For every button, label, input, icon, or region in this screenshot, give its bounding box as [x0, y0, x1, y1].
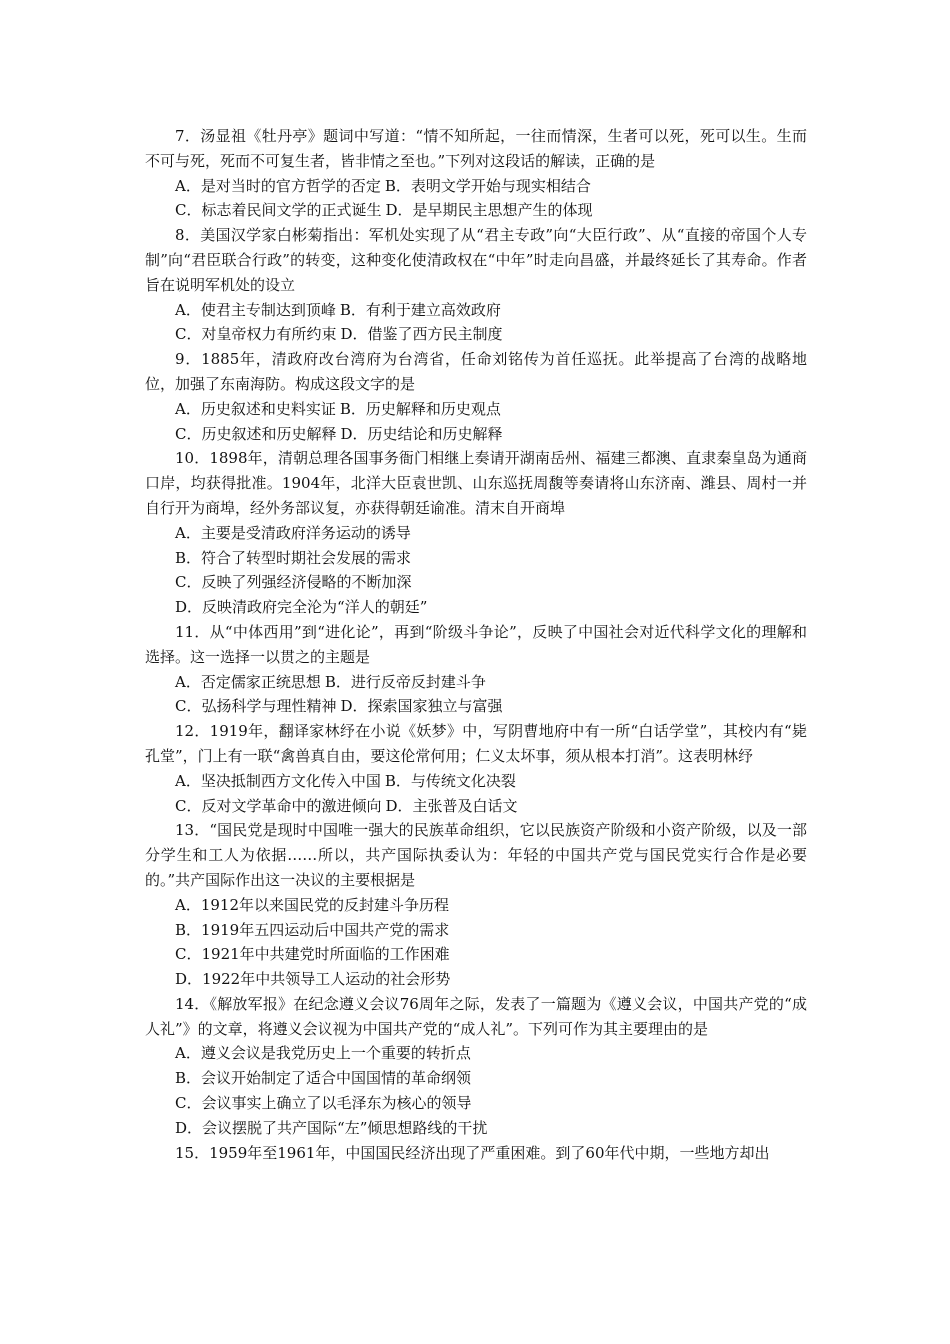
- option-row: [145, 198, 807, 223]
- exam-page: [145, 124, 807, 1165]
- question-stem: 12．1919年，翻译家林纾在小说《妖梦》中，写阴曹地府中有一所“白话学堂”，其校内有“毙孔堂”，门上有一联“禽兽真自由，要这伦常何用；仁义太坏事，须从根本打消”。这表明林纾: [145, 722, 807, 765]
- question-block: [145, 818, 807, 992]
- option-row: [145, 397, 807, 422]
- answer-option: A．坚决抵制西方文化传入中国: [175, 771, 381, 790]
- option-row: [145, 1041, 807, 1066]
- answer-option: D．主张普及白话文: [385, 796, 518, 815]
- answer-option: B．进行反帝反封建斗争: [324, 672, 486, 691]
- question-stem: 13．“国民党是现时中国唯一强大的民族革命组织，它以民族资产阶级和小资产阶级，以及一部分学生和工人为依据……所以，共产国际执委认为：年轻的中国共产党与国民党实行合作是必要的。”共产国际作出这一决议的主要根据是: [145, 821, 807, 889]
- question-stem: 11．从“中体西用”到“进化论”，再到“阶级斗争论”，反映了中国社会对近代科学文化的理解和选择。这一选择一以贯之的主题是: [145, 622, 807, 666]
- answer-option: C．会议事实上确立了以毛泽东为核心的领导: [175, 1094, 472, 1113]
- answer-option: D．1922年中共领导工人运动的社会形势: [175, 970, 451, 989]
- answer-option: B．符合了转型时期社会发展的需求: [175, 548, 412, 567]
- option-row: [145, 670, 807, 695]
- option-row: [145, 893, 807, 918]
- option-row: [145, 546, 807, 571]
- question-block: [145, 124, 807, 223]
- option-row: [145, 1066, 807, 1091]
- answer-option: D．历史结论和历史解释: [340, 424, 503, 443]
- answer-option: A．历史叙述和史料实证: [175, 399, 336, 418]
- answer-option: C．对皇帝权力有所约束: [175, 325, 337, 344]
- answer-option: C．标志着民间文学的正式诞生: [175, 201, 382, 220]
- answer-option: D．借鉴了西方民主制度: [340, 325, 503, 344]
- option-row: [145, 1116, 807, 1141]
- question-stem: 10．1898年，清朝总理各国事务衙门相继上奏请开湖南岳州、福建三都澳、直隶秦皇岛为通商口岸，均获得批准。1904年，北洋大臣袁世凯、山东巡抚周馥等奏请将山东济南、潍县、周村一并自行开为商埠，经外务部议复，亦获得朝廷谕准。清末自开商埠: [145, 449, 807, 517]
- answer-option: B．表明文学开始与现实相结合: [384, 176, 591, 195]
- option-row: [145, 918, 807, 943]
- answer-option: C．弘扬科学与理性精神: [175, 697, 337, 716]
- answer-option: C．历史叙述和历史解释: [175, 424, 337, 443]
- question-stem: 8．美国汉学家白彬菊指出：军机处实现了从“君主专政”向“大臣行政”、从“直接的帝国个人专制”向“君臣联合行政”的转变，这种变化使清政权在“中年”时走向昌盛，并最终延长了其寿命。作者旨在说明军机处的设立: [145, 226, 807, 294]
- question-block: [145, 446, 807, 620]
- question-block: [145, 1141, 807, 1166]
- option-row: [145, 521, 807, 546]
- question-stem: 14．《解放军报》在纪念遵义会议76周年之际，发表了一篇题为《遵义会议，中国共产党的“成人礼”》的文章，将遵义会议视为中国共产党的“成人礼”。下列可作为其主要理由的是: [145, 994, 807, 1038]
- question-block: [145, 347, 807, 446]
- answer-option: B．有利于建立高效政府: [339, 300, 501, 319]
- option-row: [145, 769, 807, 794]
- option-row: [145, 794, 807, 819]
- answer-option: B．与传统文化决裂: [384, 771, 516, 790]
- question-stem: 15．1959年至1961年，中国国民经济出现了严重困难。到了60年代中期，一些地方却出: [175, 1143, 770, 1162]
- answer-option: C．反映了列强经济侵略的不断加深: [175, 573, 412, 592]
- question-stem: 7．汤显祖《牡丹亭》题词中写道：“情不知所起，一往而情深，生者可以死，死可以生。生而不可与死，死而不可复生者，皆非情之至也。”下列对这段话的解读，正确的是: [145, 127, 807, 170]
- question-block: [145, 992, 807, 1141]
- option-row: [145, 694, 807, 719]
- option-row: [145, 570, 807, 595]
- question-block: [145, 719, 807, 818]
- option-row: [145, 595, 807, 620]
- answer-option: B．历史解释和历史观点: [339, 399, 501, 418]
- option-row: [145, 967, 807, 992]
- question-block: [145, 223, 807, 347]
- answer-option: B．1919年五四运动后中国共产党的需求: [175, 920, 450, 939]
- option-row: [145, 1091, 807, 1116]
- answer-option: B．会议开始制定了适合中国国情的革命纲领: [175, 1069, 472, 1088]
- answer-option: A．使君主专制达到顶峰: [175, 300, 336, 319]
- option-row: [145, 174, 807, 199]
- option-row: [145, 298, 807, 323]
- option-row: [145, 422, 807, 447]
- answer-option: A．主要是受清政府洋务运动的诱导: [175, 523, 411, 542]
- question-block: [145, 620, 807, 719]
- answer-option: A．遵义会议是我党历史上一个重要的转折点: [175, 1044, 471, 1063]
- answer-option: A．1912年以来国民党的反封建斗争历程: [175, 895, 450, 914]
- answer-option: A．否定儒家正统思想: [175, 672, 321, 691]
- answer-option: A．是对当时的官方哲学的否定: [175, 176, 381, 195]
- answer-option: D．会议摆脱了共产国际“左”倾思想路线的干扰: [175, 1118, 488, 1137]
- option-row: [145, 942, 807, 967]
- answer-option: D．反映清政府完全沦为“洋人的朝廷”: [175, 598, 428, 617]
- answer-option: C．反对文学革命中的激进倾向: [175, 796, 382, 815]
- option-row: [145, 322, 807, 347]
- question-stem: 9．1885年，清政府改台湾府为台湾省，任命刘铭传为首任巡抚。此举提高了台湾的战略地位，加强了东南海防。构成这段文字的是: [145, 350, 807, 393]
- answer-option: D．探索国家独立与富强: [340, 697, 503, 716]
- answer-option: C．1921年中共建党时所面临的工作困难: [175, 945, 450, 964]
- answer-option: D．是早期民主思想产生的体现: [385, 201, 593, 220]
